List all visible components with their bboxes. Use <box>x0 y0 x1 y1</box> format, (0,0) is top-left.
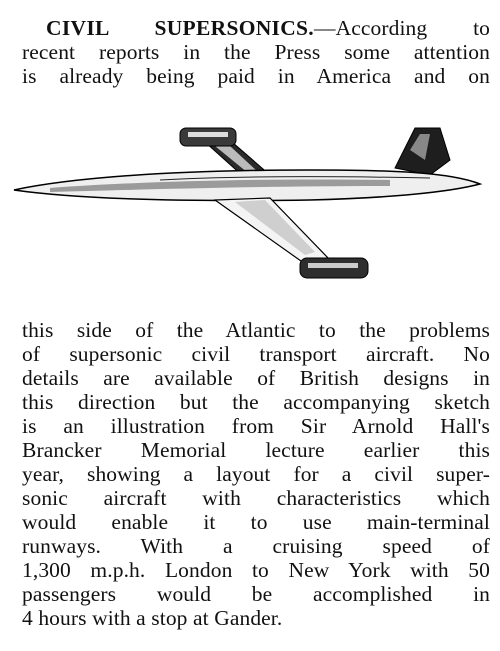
body-line-1: of supersonic civil transport aircraft. No <box>22 342 490 366</box>
headline: CIVIL SUPERSONICS. <box>46 16 314 40</box>
body-line-0: this side of the Atlantic to the problems <box>22 318 490 342</box>
body-line-8: would enable it to use main-terminal <box>22 510 490 534</box>
body-line-12: 4 hours with a stop at Gander. <box>22 606 283 630</box>
body-line-7: sonic aircraft with characteristics which <box>22 486 490 510</box>
lower-engine-highlight <box>308 263 358 268</box>
body-line-2: details are available of British designs in <box>22 366 490 390</box>
upper-engine-highlight <box>188 132 228 137</box>
aircraft-sketch <box>10 120 490 290</box>
body-line-9: runways. With a cruising speed of <box>22 534 490 558</box>
intro-line-0: —According to <box>314 16 490 40</box>
headline-line <box>46 16 490 40</box>
body-line-11: passengers would be accomplished in <box>22 582 490 606</box>
body-line-3: this direction but the accompanying sketch <box>22 390 490 414</box>
intro-line-2: is already being paid in America and on <box>22 64 490 88</box>
body-line-5: Brancker Memorial lecture earlier this <box>22 438 490 462</box>
supersonic-aircraft-illustration <box>10 120 490 290</box>
body-line-6: year, showing a layout for a civil super- <box>22 462 490 486</box>
body-line-4: is an illustration from Sir Arnold Hall's <box>22 414 490 438</box>
body-line-10: 1,300 m.p.h. London to New York with 50 <box>22 558 490 582</box>
intro-line-1: recent reports in the Press some attention <box>22 40 490 64</box>
